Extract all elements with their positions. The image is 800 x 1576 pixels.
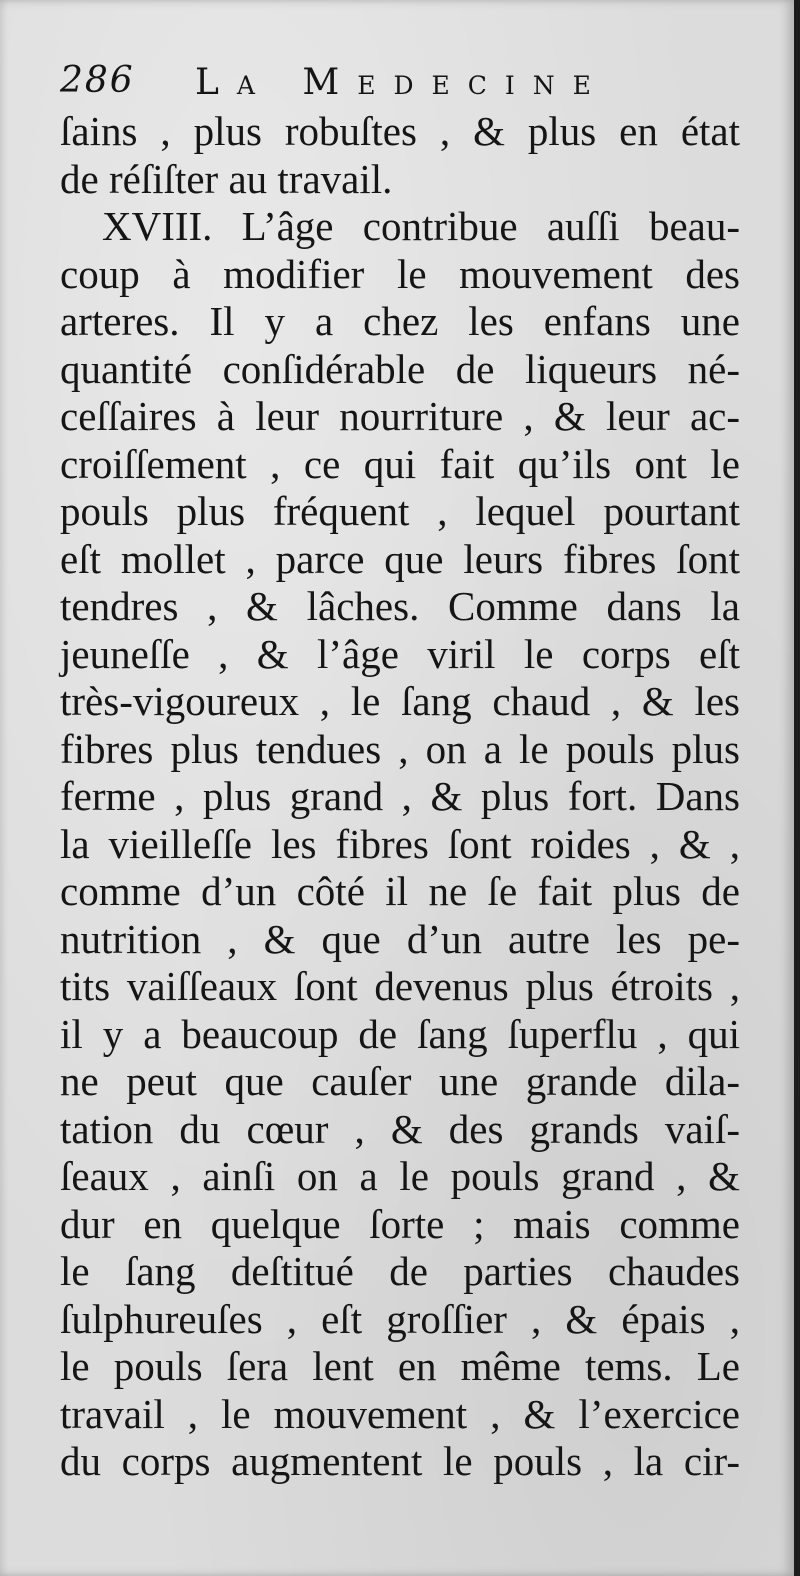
body-text xyxy=(60,108,740,1486)
text-line: arteres. Il y a chez les enfans une xyxy=(60,298,740,344)
text-line: quantité conſidérable de liqueurs né- xyxy=(60,345,740,392)
text-line: tation du cœur , & des grands vaiſ- xyxy=(60,1105,740,1152)
text-line: ferme , plus grand , & plus fort. Dans xyxy=(60,773,740,819)
text-line: du corps augmentent le pouls , la cir- xyxy=(60,1438,740,1484)
page-number: 286 xyxy=(60,60,135,101)
text-line: ſulphureuſes , eſt groſſier , & épais , xyxy=(60,1295,740,1342)
text-line: croiſſement , ce qui fait qu’ils ont le xyxy=(60,440,740,487)
text-line: pouls plus fréquent , lequel pourtant xyxy=(60,488,740,534)
text-line: travail , le mouvement , & l’exercice xyxy=(60,1390,740,1437)
text-line: très-vigoureux , le ſang chaud , & les xyxy=(60,678,740,724)
text-line: tendres , & lâches. Comme dans la xyxy=(60,583,740,629)
text-line: jeuneſſe , & l’âge viril le corps eſt xyxy=(60,630,740,677)
text-line: comme d’un côté il ne ſe fait plus de xyxy=(60,868,740,914)
text-line: le ſang deſtitué de parties chaudes xyxy=(60,1248,740,1294)
text-line: ſeaux , ainſi on a le pouls grand , & xyxy=(60,1153,740,1199)
text-line: tits vaiſſeaux ſont devenus plus étroits , xyxy=(60,963,740,1009)
running-title: La Medecine xyxy=(195,62,609,103)
text-line: ceſſaires à leur nourriture , & leur ac- xyxy=(60,393,740,439)
text-line: de réſiſter au travail. xyxy=(60,155,393,202)
text-line: coup à modifier le mouvement des xyxy=(60,250,740,297)
text-line: la vieilleſſe les fibres ſont roides , & , xyxy=(60,820,740,867)
text-line: ne peut que cauſer une grande dila- xyxy=(60,1058,740,1104)
text-line: XVIII. L’âge contribue auſſi beau- xyxy=(102,203,740,249)
text-line: nutrition , & que d’un autre les pe- xyxy=(60,915,740,962)
text-line: fibres plus tendues , on a le pouls plus xyxy=(60,725,740,772)
text-line: dur en quelque ſorte ; mais comme xyxy=(60,1200,740,1247)
text-line: eſt mollet , parce que leurs fibres ſont xyxy=(60,535,740,582)
text-line: le pouls ſera lent en même tems. Le xyxy=(60,1343,740,1389)
page-edge-shadow xyxy=(794,0,800,1576)
page-header xyxy=(60,58,620,106)
text-line: ſains , plus robuſtes , & plus en état xyxy=(60,108,740,154)
text-line: il y a beaucoup de ſang ſuperflu , qui xyxy=(60,1010,740,1057)
